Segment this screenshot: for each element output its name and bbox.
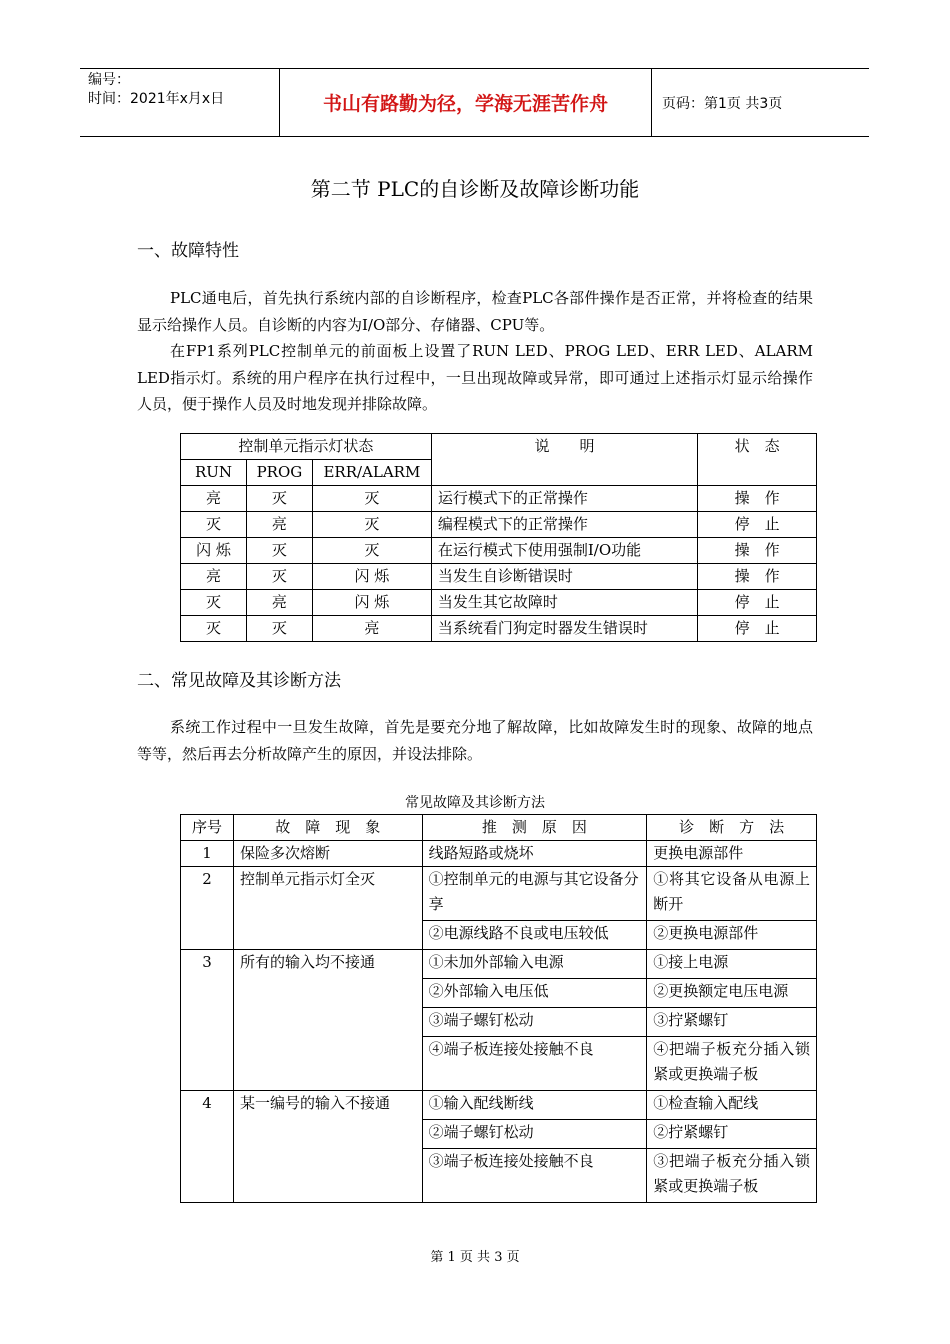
desc-cell: 编程模式下的正常操作 [431, 512, 697, 538]
err-alarm-cell: 灭 [312, 512, 431, 538]
section1-body [137, 285, 813, 418]
symptom-header: 故 障 现 象 [233, 815, 422, 841]
method-cell: ③把端子板充分插入锁紧或更换端子板 [647, 1149, 817, 1203]
desc-header: 说 明 [431, 434, 697, 486]
fault-no-cell: 2 [181, 867, 234, 950]
cause-cell: ④端子板连接处接触不良 [422, 1037, 647, 1091]
fault-no-cell: 3 [181, 950, 234, 1091]
cause-cell: ②电源线路不良或电压较低 [422, 921, 647, 950]
fault-no-cell: 4 [181, 1091, 234, 1203]
section2-body [137, 714, 813, 767]
err-alarm-header: ERR/ALARM [312, 460, 431, 486]
desc-cell: 在运行模式下使用强制I/O功能 [431, 538, 697, 564]
method-cell: 更换电源部件 [647, 841, 817, 867]
state-cell: 停 止 [698, 616, 817, 642]
desc-cell: 运行模式下的正常操作 [431, 486, 697, 512]
fault-table-caption: 常见故障及其诊断方法 [405, 795, 545, 811]
method-cell: ②更换电源部件 [647, 921, 817, 950]
err-alarm-cell: 灭 [312, 538, 431, 564]
cause-cell: ③端子板连接处接触不良 [422, 1149, 647, 1203]
cause-cell: ①控制单元的电源与其它设备分享 [422, 867, 647, 921]
symptom-cell: 某一编号的输入不接通 [233, 1091, 422, 1203]
table-row [181, 841, 817, 867]
header-page-info: 页码：第1页 共3页 [662, 95, 783, 112]
code-label: 编号： [88, 72, 130, 88]
symptom-cell: 保险多次熔断 [233, 841, 422, 867]
run-cell: 闪 烁 [181, 538, 247, 564]
table-row [181, 486, 817, 512]
symptom-cell: 所有的输入均不接通 [233, 950, 422, 1091]
prog-cell: 灭 [246, 486, 312, 512]
led-status-rows [181, 486, 817, 642]
section1-heading: 一、故障特性 [137, 241, 239, 261]
state-header: 状 态 [698, 434, 817, 486]
state-cell: 操 作 [698, 486, 817, 512]
run-cell: 灭 [181, 616, 247, 642]
table-row [181, 950, 817, 979]
section2-para: 系统工作过程中一旦发生故障，首先是要充分地了解故障，比如故障发生时的现象、故障的地点等等，然后再去分析故障产生的原因，并设法排除。 [137, 718, 813, 763]
prog-cell: 灭 [246, 538, 312, 564]
page-footer: 第 1 页 共 3 页 [430, 1250, 520, 1265]
cause-cell: ②外部输入电压低 [422, 979, 647, 1008]
cause-cell: ②端子螺钉松动 [422, 1120, 647, 1149]
err-alarm-cell: 灭 [312, 486, 431, 512]
method-cell: ①将其它设备从电源上断开 [647, 867, 817, 921]
cause-cell: 线路短路或烧坏 [422, 841, 647, 867]
page-title: 第二节 PLC的自诊断及故障诊断功能 [310, 177, 640, 201]
state-cell: 操 作 [698, 538, 817, 564]
fault-diagnosis-table [180, 814, 817, 1203]
state-cell: 停 止 [698, 512, 817, 538]
err-alarm-cell: 闪 烁 [312, 590, 431, 616]
desc-cell: 当发生其它故障时 [431, 590, 697, 616]
page-header [80, 68, 869, 137]
err-alarm-cell: 亮 [312, 616, 431, 642]
run-header: RUN [181, 460, 247, 486]
state-cell: 停 止 [698, 590, 817, 616]
table-row [181, 1091, 817, 1120]
section2-heading: 二、常见故障及其诊断方法 [137, 671, 341, 691]
time-label: 时间：2021年x月x日 [88, 91, 225, 107]
method-cell: ③拧紧螺钉 [647, 1008, 817, 1037]
state-cell: 操 作 [698, 564, 817, 590]
prog-header: PROG [246, 460, 312, 486]
led-status-table [180, 433, 817, 642]
method-cell: ②更换额定电压电源 [647, 979, 817, 1008]
method-cell: ①检查输入配线 [647, 1091, 817, 1120]
header-meta [80, 69, 280, 136]
symptom-cell: 控制单元指示灯全灭 [233, 867, 422, 950]
prog-cell: 亮 [246, 512, 312, 538]
run-cell: 灭 [181, 590, 247, 616]
cause-header: 推 测 原 因 [422, 815, 647, 841]
fault-rows [181, 841, 817, 1203]
err-alarm-cell: 闪 烁 [312, 564, 431, 590]
method-header: 诊 断 方 法 [647, 815, 817, 841]
cause-cell: ①输入配线断线 [422, 1091, 647, 1120]
method-cell: ①接上电源 [647, 950, 817, 979]
led-group-header: 控制单元指示灯状态 [181, 434, 432, 460]
no-header: 序号 [181, 815, 234, 841]
run-cell: 亮 [181, 564, 247, 590]
table-row [181, 867, 817, 921]
table-row [181, 538, 817, 564]
table-row [181, 590, 817, 616]
desc-cell: 当系统看门狗定时器发生错误时 [431, 616, 697, 642]
section1-para2: 在FP1系列PLC控制单元的前面板上设置了RUN LED、PROG LED、ERR LED、ALARM LED指示灯。系统的用户程序在执行过程中，一旦出现故障或异常，即可通过上述指示灯显示给操作人员，便于操作人员及时地发现并排除故障。 [137, 342, 813, 413]
header-motto: 书山有路勤为径，学海无涯苦作舟 [280, 69, 652, 136]
table-row [181, 564, 817, 590]
prog-cell: 灭 [246, 564, 312, 590]
desc-cell: 当发生自诊断错误时 [431, 564, 697, 590]
prog-cell: 亮 [246, 590, 312, 616]
fault-no-cell: 1 [181, 841, 234, 867]
table-row [181, 616, 817, 642]
table-row [181, 512, 817, 538]
cause-cell: ①未加外部输入电源 [422, 950, 647, 979]
cause-cell: ③端子螺钉松动 [422, 1008, 647, 1037]
run-cell: 灭 [181, 512, 247, 538]
section1-para1: PLC通电后，首先执行系统内部的自诊断程序，检查PLC各部件操作是否正常，并将检查的结果显示给操作人员。自诊断的内容为I/O部分、存储器、CPU等。 [137, 289, 813, 334]
prog-cell: 灭 [246, 616, 312, 642]
method-cell: ②拧紧螺钉 [647, 1120, 817, 1149]
method-cell: ④把端子板充分插入锁紧或更换端子板 [647, 1037, 817, 1091]
run-cell: 亮 [181, 486, 247, 512]
